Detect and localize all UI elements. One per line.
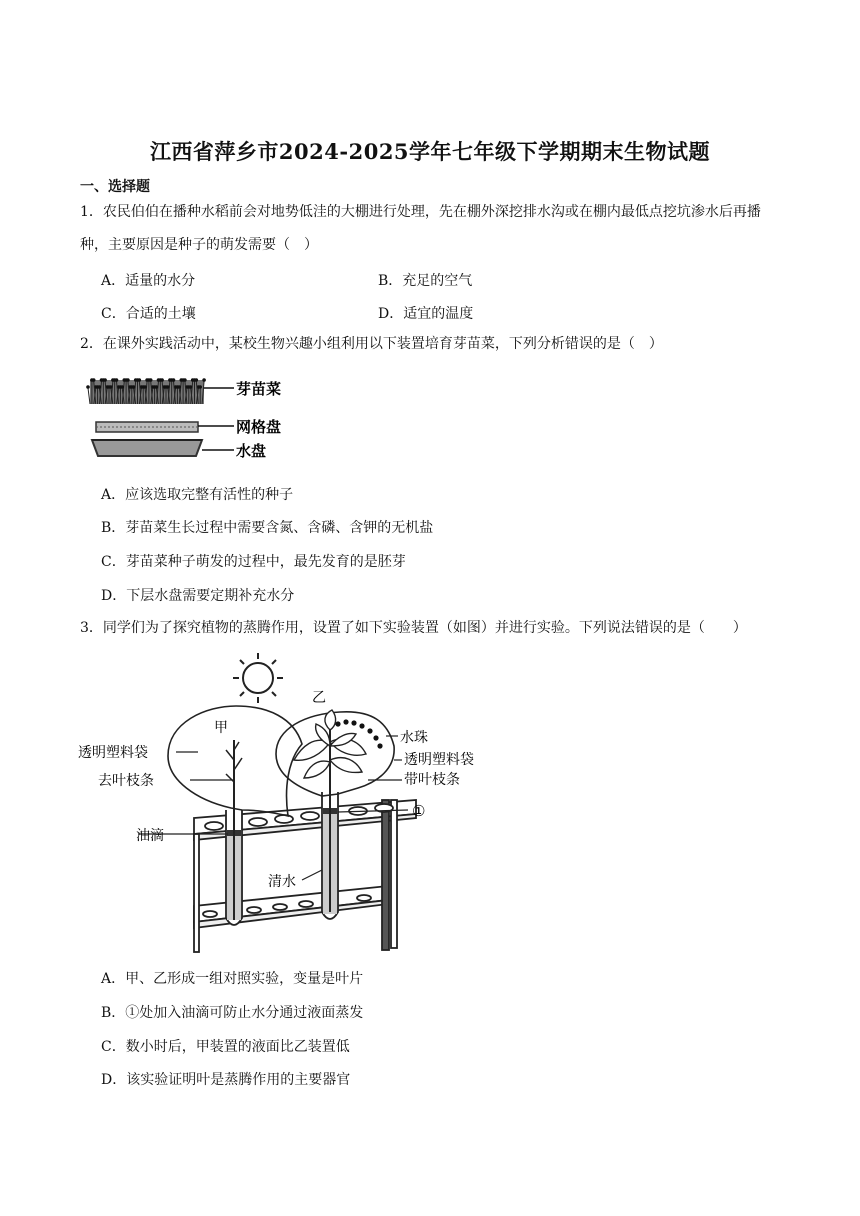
label-yi: 乙 — [312, 690, 326, 706]
transpiration-figure — [76, 650, 516, 960]
label-water-bead: 水珠 — [400, 730, 428, 746]
question-3-stem: 3．同学们为了探究植物的蒸腾作用，设置了如下实验装置（如图）并进行实验。下列说法错误的是（ ） — [80, 620, 747, 636]
mesh-tray — [96, 422, 198, 432]
label-circle-one: ① — [412, 802, 426, 820]
label-leafy-branch: 带叶枝条 — [404, 772, 460, 788]
sun-icon — [233, 653, 283, 703]
sprout-tray-figure — [84, 364, 304, 470]
label-water-tray: 水盘 — [236, 442, 267, 460]
sprout-mass — [86, 378, 206, 404]
page-title: 江西省萍乡市2024-2025学年七年级下学期期末生物试题 — [149, 139, 711, 164]
label-bag-right: 透明塑料袋 — [404, 752, 474, 768]
question-2-stem: 2．在课外实践活动中，某校生物兴趣小组利用以下装置培育芽苗菜，下列分析错误的是（ ） — [80, 336, 663, 352]
q3-option-d: D．该实验证明叶是蒸腾作用的主要器官 — [101, 1072, 351, 1088]
q2-option-a: A．应该选取完整有活性的种子 — [101, 487, 294, 503]
label-mesh-tray: 网格盘 — [236, 418, 282, 436]
q1-option-d: D．适宜的温度 — [378, 306, 474, 322]
q3-option-c: C．数小时后，甲装置的液面比乙装置低 — [101, 1039, 350, 1055]
label-oil-drop: 油滴 — [136, 828, 164, 844]
water-tray — [92, 440, 202, 456]
q3-option-b: B．①处加入油滴可防止水分通过液面蒸发 — [101, 1005, 364, 1021]
tube-jia — [226, 740, 242, 925]
section-heading: 一、选择题 — [80, 179, 150, 195]
label-clear-water: 清水 — [268, 874, 296, 890]
question-1-stem: 1．农民伯伯在播种水稻前会对地势低洼的大棚进行处理，先在棚外深挖排水沟或在棚内最低点挖坑渗水后再播种，主要原因是种子的萌发需要（ ） — [80, 204, 761, 253]
q1-option-b: B．充足的空气 — [378, 273, 473, 289]
q2-option-c: C．芽苗菜种子萌发的过程中，最先发育的是胚芽 — [101, 554, 406, 570]
q1-option-a: A．适量的水分 — [101, 273, 196, 289]
q3-option-a: A．甲、乙形成一组对照实验，变量是叶片 — [101, 971, 364, 987]
q2-option-b: B．芽苗菜生长过程中需要含氮、含磷、含钾的无机盐 — [101, 520, 434, 536]
q2-option-d: D．下层水盘需要定期补充水分 — [101, 588, 295, 604]
label-no-leaf-branch: 去叶枝条 — [98, 773, 154, 789]
label-sprouts: 芽苗菜 — [236, 380, 282, 398]
label-jia: 甲 — [214, 720, 228, 736]
q1-option-c: C．合适的土壤 — [101, 306, 196, 322]
tube-yi — [322, 720, 338, 919]
label-bag-left: 透明塑料袋 — [78, 745, 148, 761]
